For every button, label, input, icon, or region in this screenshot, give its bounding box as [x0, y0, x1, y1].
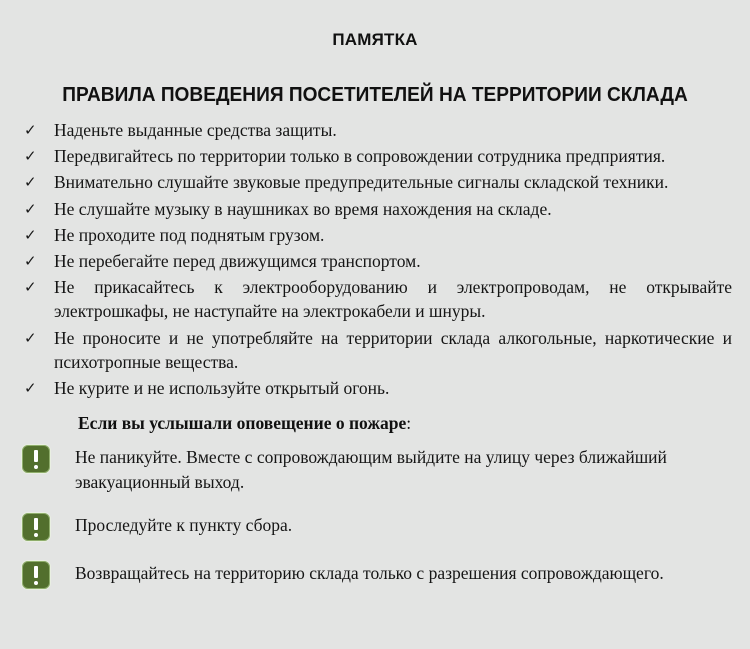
warning-row: [21, 560, 732, 590]
list-item-text: Не прикасайтесь к электрооборудованию и электропроводам, не открывайте электрошкафы, не наступайте на электрокабели и шнуры.: [54, 277, 732, 322]
list-item: [22, 144, 732, 168]
list-item: [22, 249, 732, 273]
exclamation-dot: [34, 533, 39, 538]
page-subtitle: ПРАВИЛА ПОВЕДЕНИЯ ПОСЕТИТЕЛЕЙ НА ТЕРРИТОРИИ СКЛАДА: [62, 84, 688, 106]
exclamation-warning-icon: [21, 444, 51, 474]
checkmark-icon: ✓: [24, 121, 37, 139]
list-item: [22, 197, 732, 221]
warning-row: [21, 512, 732, 542]
exclamation-dot: [34, 465, 39, 470]
list-item-text: Наденьте выданные средства защиты.: [54, 120, 337, 140]
list-item-text: Не проходите под поднятым грузом.: [54, 224, 325, 245]
checkmark-icon: ✓: [24, 379, 37, 398]
exclamation-warning-icon: [21, 560, 51, 590]
rules-checklist: [22, 118, 732, 402]
exclamation-stroke: [34, 450, 38, 462]
fire-section-heading: [78, 411, 411, 435]
checkmark-icon: ✓: [24, 173, 37, 192]
list-item-text: Передвигайтесь по территории только в сопровождении сотрудника предприятия.: [54, 146, 666, 167]
checkmark-icon: ✓: [24, 252, 37, 271]
list-item: [22, 326, 732, 374]
checkmark-icon: ✓: [24, 328, 37, 347]
fire-section-heading-text: Если вы услышали оповещение о пожаре: [78, 413, 407, 433]
list-item-text: Не проносите и не употребляйте на территории склада алкогольные, наркотические и психотропные вещества.: [54, 327, 732, 372]
list-item: [22, 275, 732, 323]
list-item: [22, 118, 732, 142]
exclamation-warning-icon: [21, 512, 51, 542]
checkmark-icon: ✓: [24, 199, 37, 218]
list-item-text: Не курите и не используйте открытый огонь.: [54, 378, 390, 399]
exclamation-stroke: [34, 518, 38, 530]
checkmark-icon: ✓: [24, 225, 37, 244]
list-item: [22, 376, 732, 400]
checkmark-icon: ✓: [24, 278, 37, 297]
checkmark-icon: ✓: [24, 147, 37, 166]
fire-instructions: [21, 444, 732, 608]
list-item: [22, 170, 732, 194]
warning-row: [21, 444, 732, 494]
list-item: [22, 223, 732, 247]
exclamation-dot: [34, 581, 39, 586]
warning-text: Не паникуйте. Вместе с сопровождающим выйдите на улицу через ближайший эвакуационный выход.: [75, 447, 667, 492]
list-item-text: Не слушайте музыку в наушниках во время нахождения на складе.: [54, 198, 552, 219]
list-item-text: Не перебегайте перед движущимся транспортом.: [54, 251, 421, 272]
fire-section-heading-colon: :: [406, 413, 412, 433]
warning-text: Возвращайтесь на территорию склада только с разрешения сопровождающего.: [75, 563, 664, 583]
page-title: ПАМЯТКА: [332, 30, 418, 49]
warning-text: Проследуйте к пункту сбора.: [75, 515, 293, 535]
exclamation-stroke: [34, 566, 38, 578]
list-item-text: Внимательно слушайте звуковые предупредительные сигналы складской техники.: [54, 172, 669, 193]
